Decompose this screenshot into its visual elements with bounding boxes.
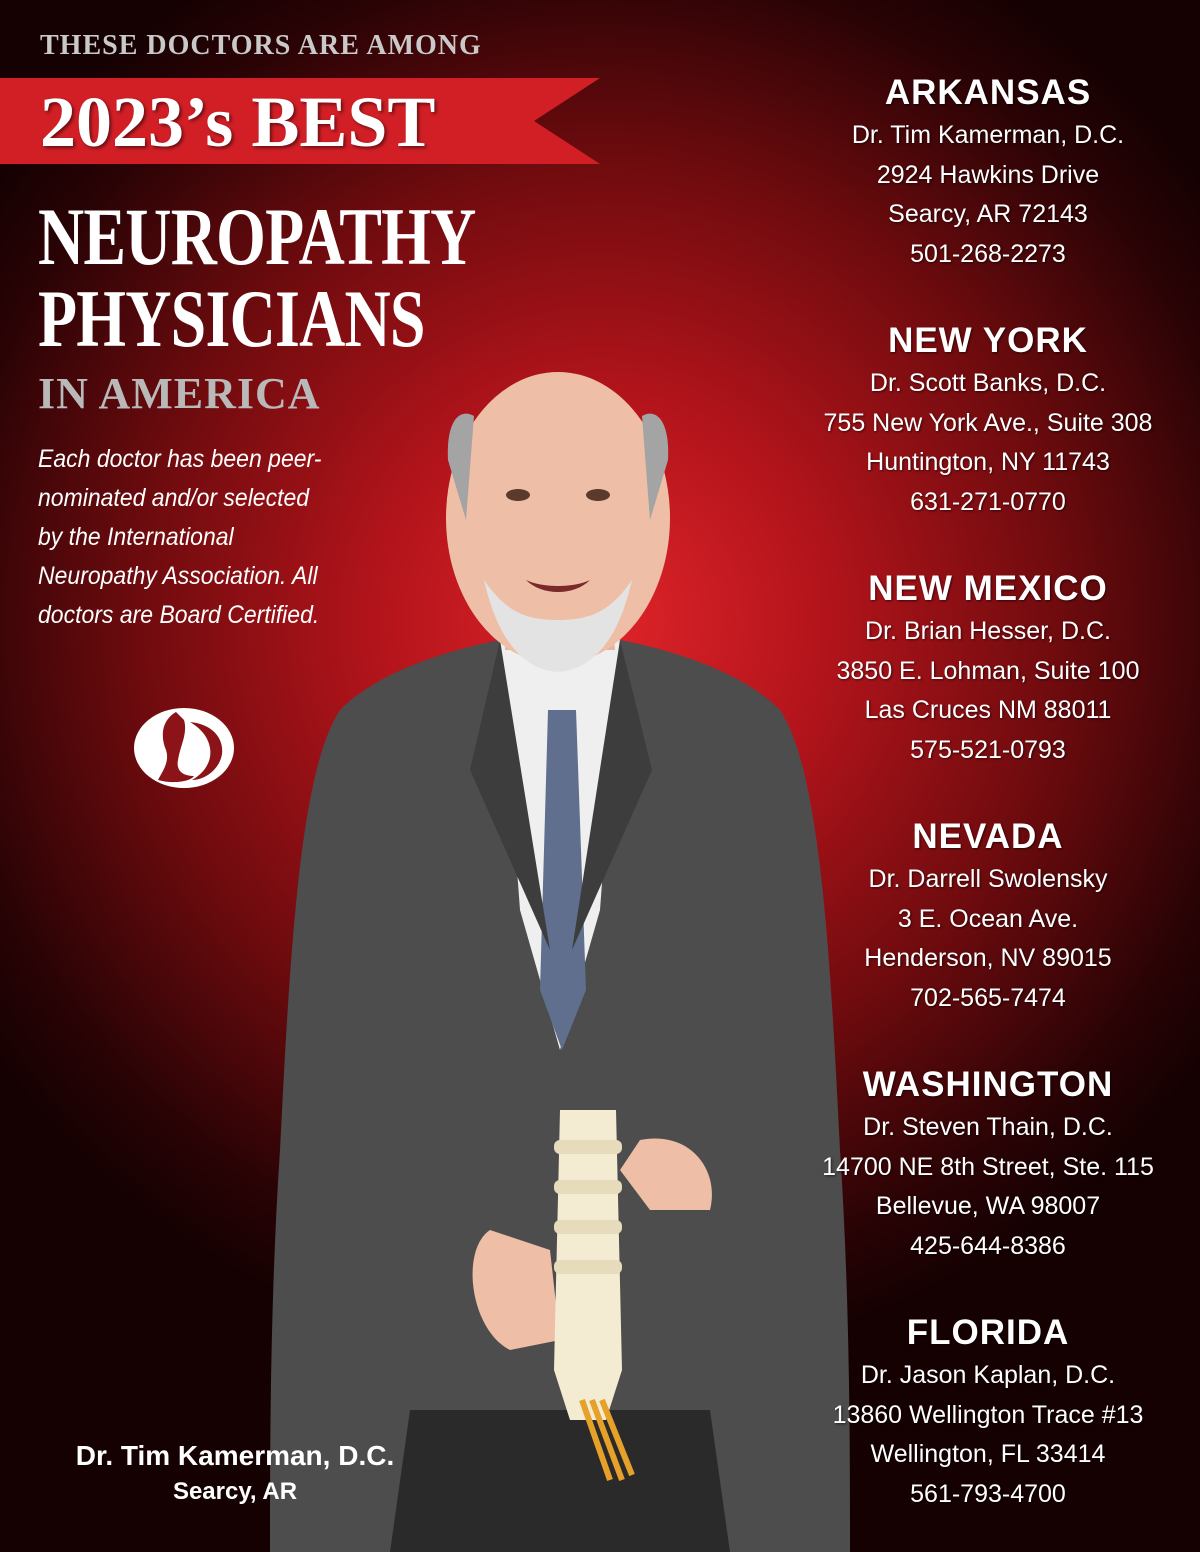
address: 3850 E. Lohman, Suite 100	[836, 656, 1140, 685]
address: 14700 NE 8th Street, Ste. 115	[822, 1152, 1154, 1181]
listing-arkansas	[800, 72, 1176, 320]
address: 755 New York Ave., Suite 308	[823, 408, 1153, 437]
phone: 501-268-2273	[910, 239, 1066, 268]
top-line: THESE DOCTORS ARE AMONG	[40, 30, 482, 61]
state-name: ARKANSAS	[884, 73, 1092, 112]
ribbon-title: 2023’s BEST	[40, 82, 436, 162]
blurb: Each doctor has been peer-nominated and/or selected by the International Neuropathy Association. All doctors are Board Certified.	[38, 445, 322, 629]
city: Bellevue, WA 98007	[875, 1192, 1101, 1220]
phone: 575-521-0793	[910, 735, 1066, 764]
headline-line-1: NEUROPATHY	[38, 191, 476, 282]
city: Las Cruces NM 88011	[864, 696, 1112, 724]
phone: 425-644-8386	[910, 1231, 1066, 1260]
doctor-name: Dr. Jason Kaplan, D.C.	[860, 1361, 1116, 1389]
phone: 702-565-7474	[910, 983, 1066, 1012]
headline	[38, 191, 476, 364]
city: Huntington, NY 11743	[866, 448, 1110, 476]
phone: 561-793-4700	[910, 1479, 1066, 1508]
address: 2924 Hawkins Drive	[876, 160, 1100, 189]
doctor-name: Dr. Darrell Swolensky	[868, 865, 1108, 893]
address: 13860 Wellington Trace #13	[832, 1400, 1144, 1429]
doctor-name: Dr. Tim Kamerman, D.C.	[851, 121, 1125, 149]
featured-doctor-caption	[60, 1440, 410, 1506]
listing-new-mexico	[800, 568, 1176, 816]
subhead: IN AMERICA	[38, 369, 321, 418]
state-listings	[800, 72, 1176, 1552]
headline-line-2: PHYSICIANS	[38, 273, 425, 364]
doctor-name: Dr. Brian Hesser, D.C.	[865, 617, 1111, 645]
listing-nevada	[800, 816, 1176, 1064]
state-name: NEW YORK	[888, 321, 1088, 360]
state-name: NEW MEXICO	[868, 569, 1108, 608]
association-logo	[132, 706, 236, 790]
city: Henderson, NV 89015	[864, 944, 1112, 972]
state-name: FLORIDA	[906, 1313, 1070, 1352]
state-name: WASHINGTON	[862, 1065, 1114, 1104]
doctor-photo	[260, 350, 860, 1552]
state-name: NEVADA	[912, 817, 1064, 856]
listing-washington	[800, 1064, 1176, 1312]
doctor-name: Dr. Steven Thain, D.C.	[863, 1113, 1113, 1141]
doctor-name: Dr. Scott Banks, D.C.	[869, 369, 1107, 397]
city: Wellington, FL 33414	[870, 1440, 1106, 1468]
phone: 631-271-0770	[910, 487, 1066, 516]
listing-florida	[800, 1312, 1176, 1552]
listing-new-york	[800, 320, 1176, 568]
featured-doctor-city: Searcy, AR	[172, 1478, 298, 1505]
featured-doctor-name: Dr. Tim Kamerman, D.C.	[75, 1440, 395, 1471]
address: 3 E. Ocean Ave.	[897, 904, 1079, 933]
city: Searcy, AR 72143	[888, 200, 1088, 228]
